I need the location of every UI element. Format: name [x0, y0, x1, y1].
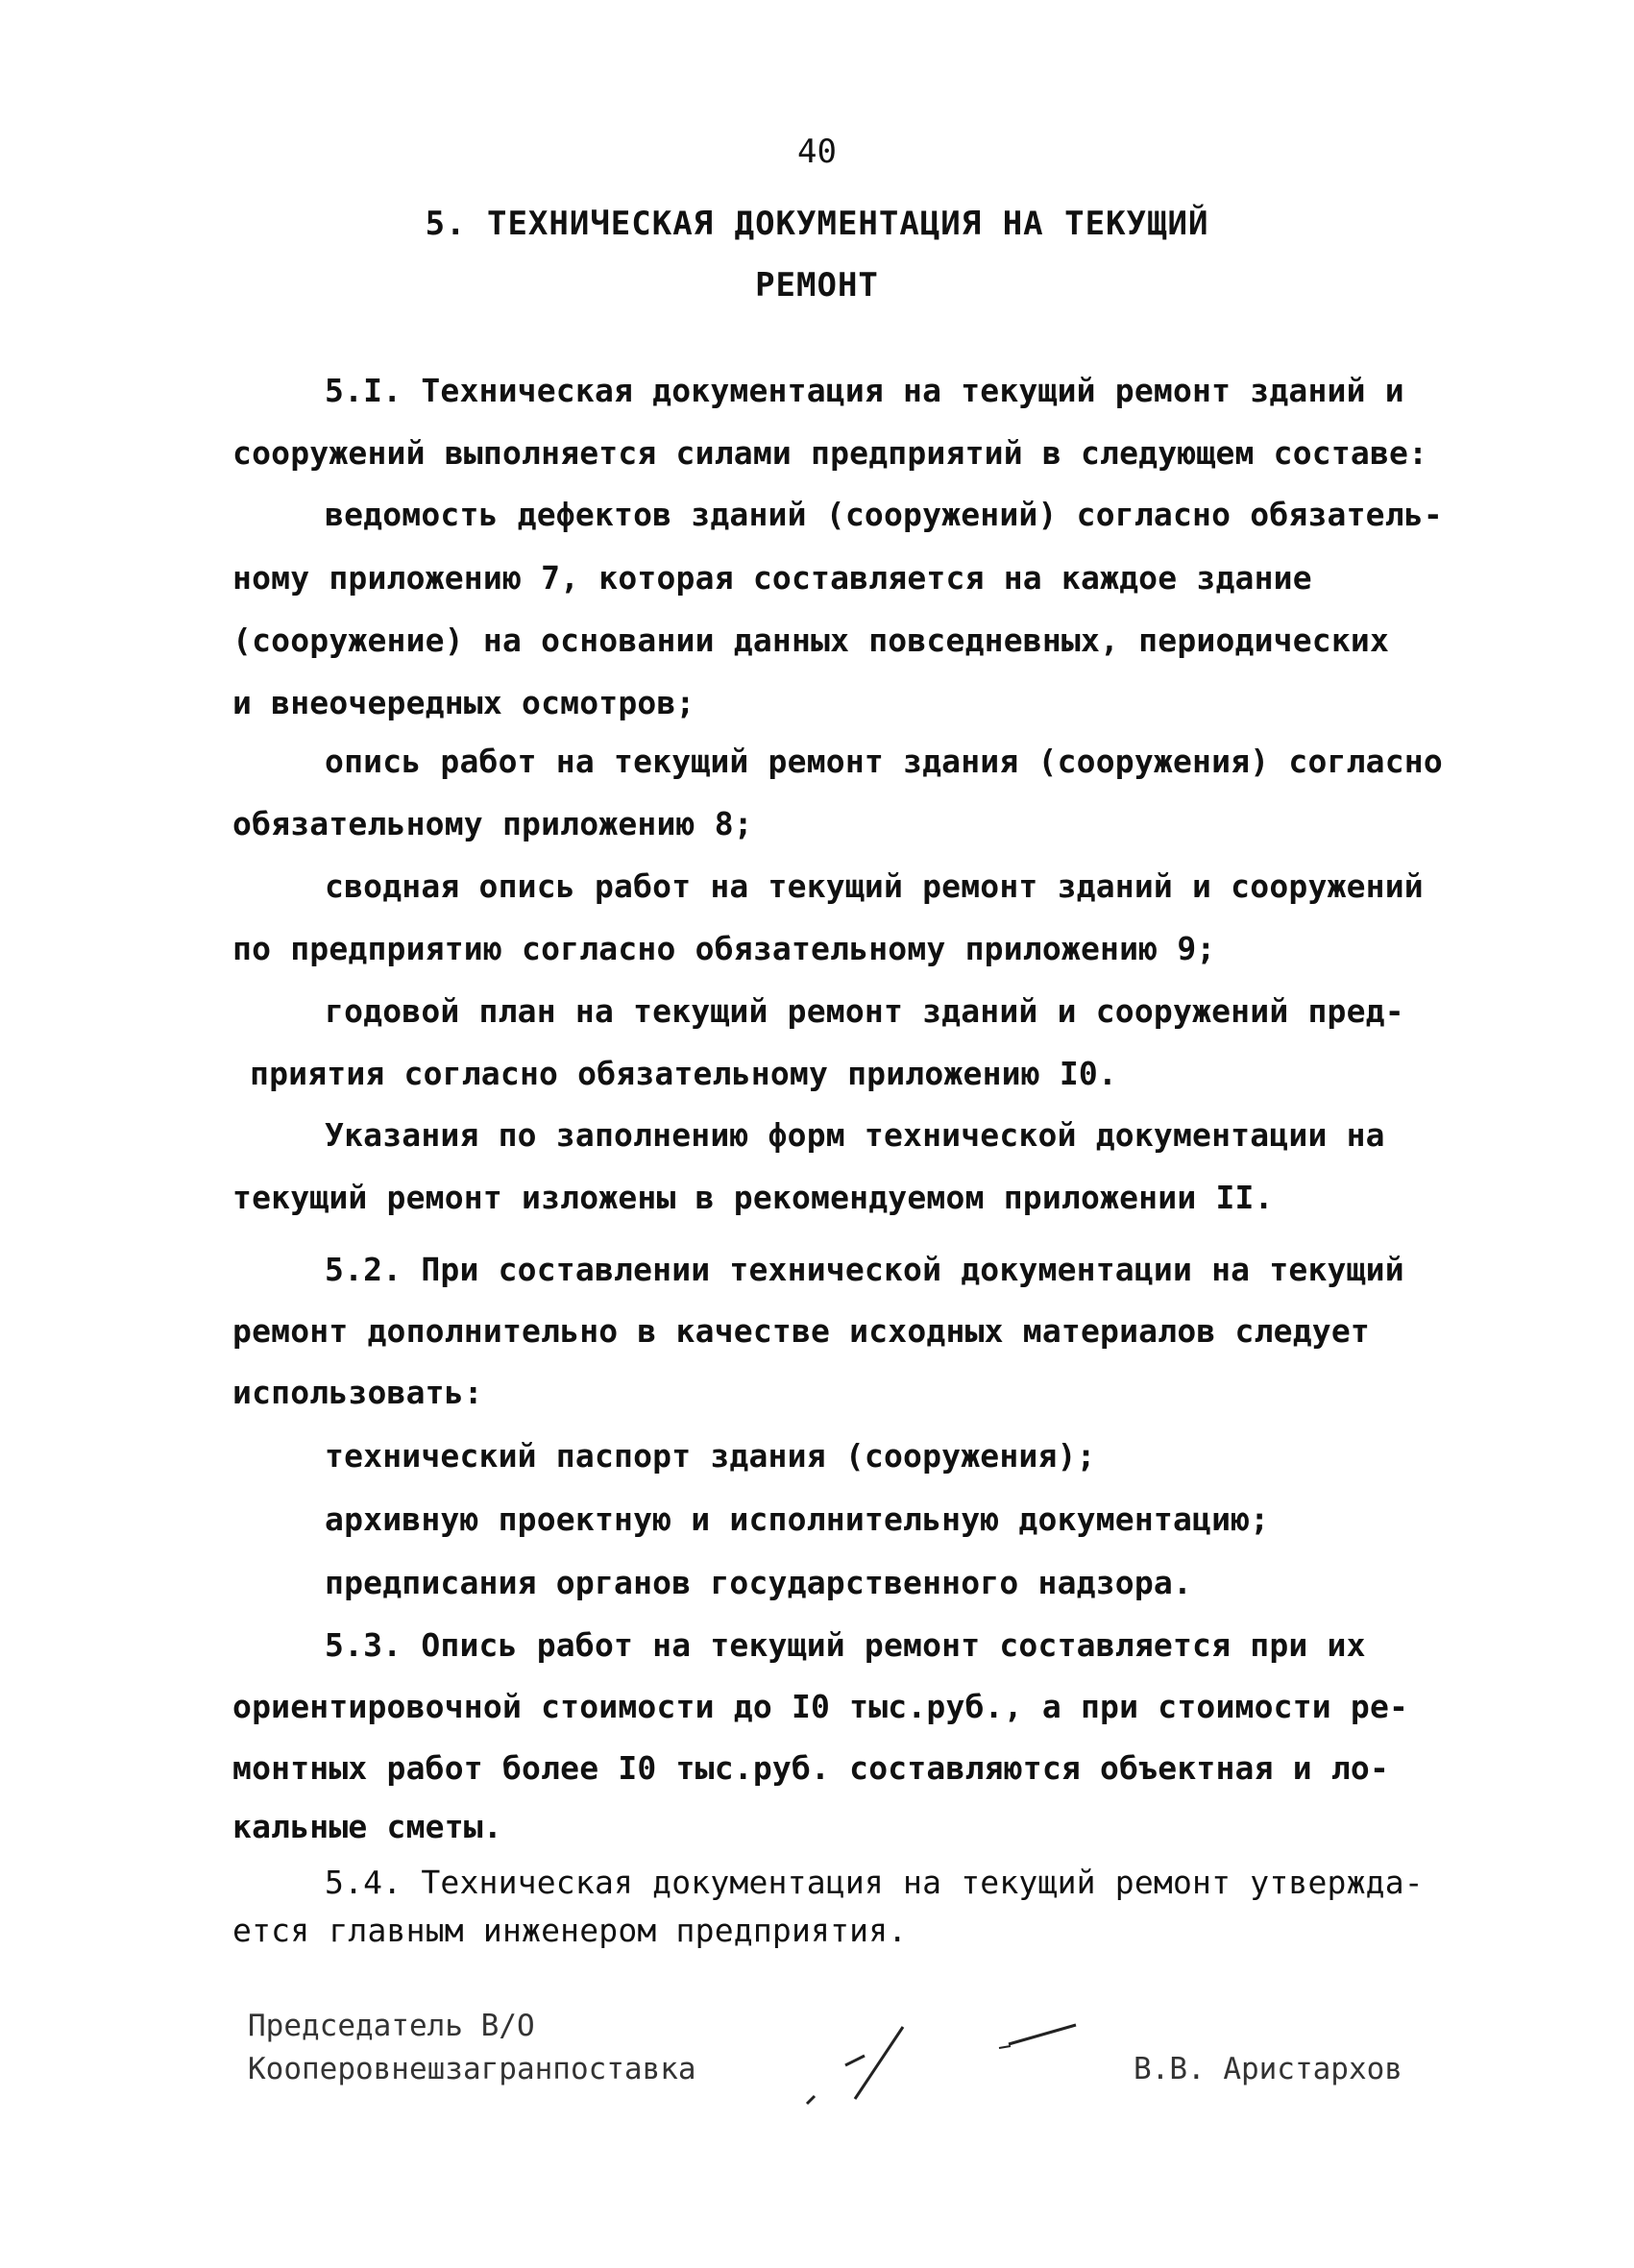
body-line: сооружений выполняется силами предприятий в следующем составе:	[232, 434, 1428, 472]
body-line: ному приложению 7, которая составляется на каждое здание	[232, 559, 1312, 597]
page-number: 40	[797, 133, 837, 171]
body-line: кальные сметы.	[232, 1808, 502, 1845]
body-line: использовать:	[232, 1374, 483, 1411]
body-line: приятия согласно обязательному приложению I0.	[250, 1055, 1118, 1092]
body-line: предписания органов государственного надзора.	[325, 1564, 1193, 1601]
body-line: архивную проектную и исполнительную документацию;	[325, 1500, 1270, 1538]
body-line: по предприятию согласно обязательному приложению 9;	[232, 930, 1216, 967]
body-line: 5.4. Техническая документация на текущий ремонт утвержда-	[325, 1864, 1424, 1901]
body-line: ориентировочной стоимости до I0 тыс.руб., а при стоимости ре-	[232, 1688, 1409, 1725]
signatory-position-line-2: Кооперовнешзагранпоставка	[248, 2052, 696, 2086]
handwritten-signature	[788, 2008, 1095, 2123]
body-line: сводная опись работ на текущий ремонт зданий и сооружений	[325, 867, 1424, 905]
body-line: 5.3. Опись работ на текущий ремонт составляется при их	[325, 1626, 1366, 1664]
body-line: (сооружение) на основании данных повседневных, периодических	[232, 622, 1390, 659]
body-line: годовой план на текущий ремонт зданий и сооружений пред-	[325, 992, 1404, 1030]
body-line: 5.I. Техническая документация на текущий ремонт зданий и	[325, 372, 1404, 409]
body-line: текущий ремонт изложены в рекомендуемом приложении II.	[232, 1179, 1274, 1216]
body-line: ремонт дополнительно в качестве исходных материалов следует	[232, 1312, 1370, 1350]
section-title-line-2: РЕМОНТ	[755, 266, 879, 305]
body-line: технический паспорт здания (сооружения);	[325, 1437, 1096, 1475]
body-line: обязательному приложению 8;	[232, 805, 753, 842]
body-line: 5.2. При составлении технической документации на текущий	[325, 1251, 1404, 1288]
body-line: ведомость дефектов зданий (сооружений) согласно обязатель-	[325, 496, 1443, 533]
signatory-position-line-1: Председатель В/О	[248, 2009, 535, 2043]
body-line: ется главным инженером предприятия.	[232, 1912, 908, 1949]
body-line: монтных работ более I0 тыс.руб. составляются объектная и ло-	[232, 1749, 1390, 1787]
signatory-name: В.В. Аристархов	[1134, 2052, 1402, 2086]
section-title-line-1: 5. ТЕХНИЧЕСКАЯ ДОКУМЕНТАЦИЯ НА ТЕКУЩИЙ	[425, 205, 1209, 243]
body-line: и внеочередных осмотров;	[232, 684, 695, 721]
body-line: Указания по заполнению форм технической документации на	[325, 1116, 1385, 1154]
body-line: опись работ на текущий ремонт здания (сооружения) согласно	[325, 743, 1443, 780]
